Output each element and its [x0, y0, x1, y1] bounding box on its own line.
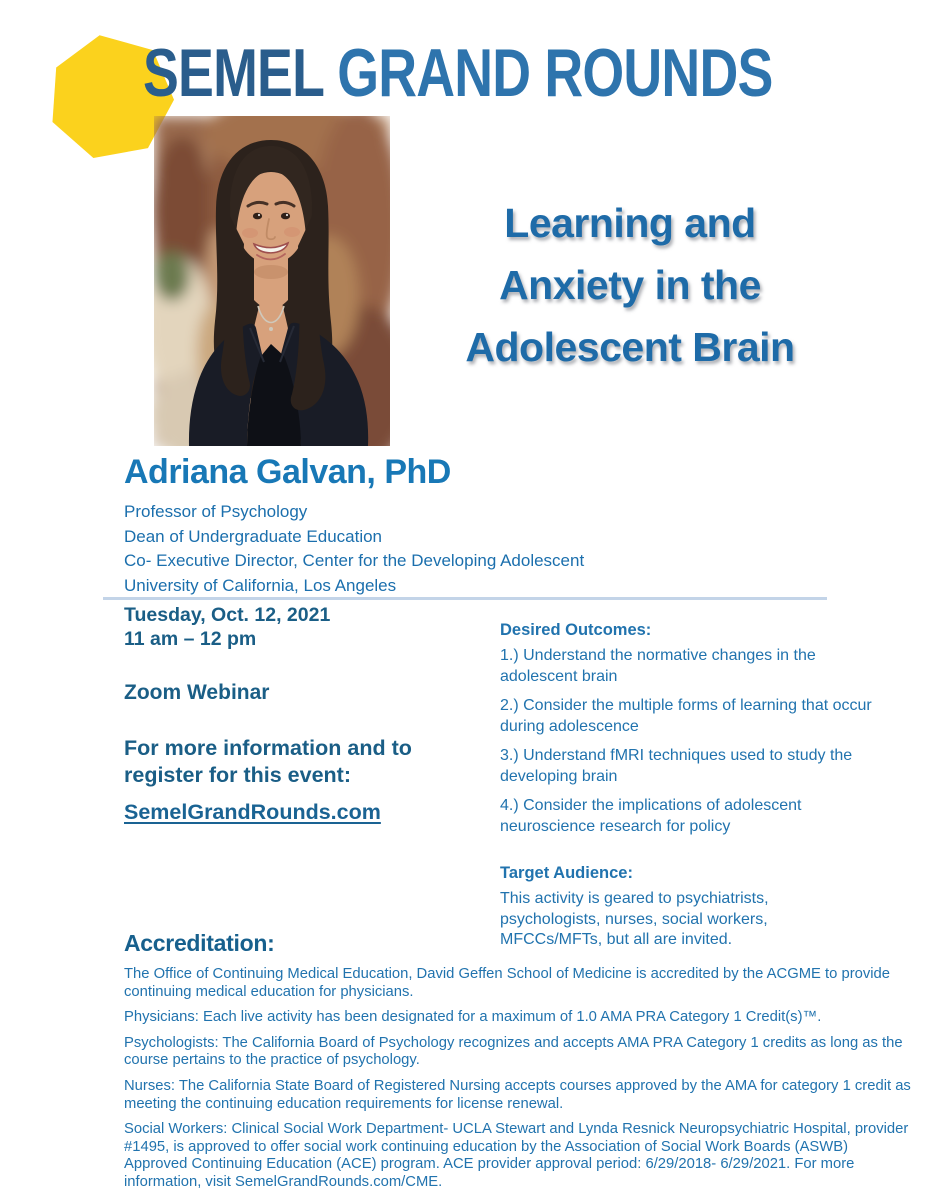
speaker-photo	[154, 116, 390, 446]
outcome-item: 4.) Consider the implications of adolescent neuroscience research for policy	[500, 797, 802, 835]
accreditation-heading: Accreditation:	[124, 930, 275, 956]
event-format: Zoom Webinar	[124, 681, 270, 704]
register-link[interactable]: SemelGrandRounds.com	[124, 800, 381, 824]
accreditation-paragraph: Nurses: The California State Board of Registered Nursing accepts courses approved by the AMA for category 1 credit as meeting the continuing education requirements for license renewal.	[124, 1077, 911, 1112]
event-title-line: Adolescent Brain	[465, 324, 795, 370]
audience-text: This activity is geared to psychiatrists, psychologists, nurses, social workers, MFCCs/MFTs, but all are invited.	[500, 890, 769, 948]
page-title-semel: SEMEL	[143, 35, 324, 111]
event-details-column	[124, 603, 469, 825]
outcome-item: 3.) Understand fMRI techniques used to study the developing brain	[500, 747, 853, 785]
event-time: 11 am – 12 pm	[124, 628, 257, 650]
speaker-credentials	[124, 500, 584, 598]
section-divider	[103, 597, 827, 600]
outcome-item: 1.) Understand the normative changes in the adolescent brain	[500, 647, 816, 685]
event-title	[400, 192, 860, 378]
outcome-item: 2.) Consider the multiple forms of learning that occur during adolescence	[500, 697, 872, 735]
audience-heading: Target Audience:	[500, 864, 633, 882]
page-title-grand-rounds: GRAND ROUNDS	[323, 35, 773, 111]
accreditation-paragraph: Psychologists: The California Board of Psychology recognizes and accepts AMA PRA Category 1 credits as long as the course pertains to the practice of psychology.	[124, 1034, 903, 1069]
accreditation-paragraph: Social Workers: Clinical Social Work Department- UCLA Stewart and Lynda Resnick Neuropsychiatric Hospital, provider #1495, is approved to offer social work continuing education by the Association of Social Work Boards (ASWB) Approved Continuing Education (ACE) program. ACE provider approval period: 6/29/2018- 6/29/2021. For more information, visit SemelGrandRounds.com/CME.	[124, 1121, 909, 1190]
accreditation-paragraph: The Office of Continuing Medical Education, David Geffen School of Medicine is accredited by the ACGME to provide continuing medical education for physicians.	[124, 966, 891, 1000]
accreditation-paragraph: Physicians: Each live activity has been designated for a maximum of 1.0 AMA PRA Category 1 Credit(s)™.	[124, 1009, 822, 1026]
event-title-line: Learning and	[504, 200, 756, 246]
speaker-credential: Dean of Undergraduate Education	[124, 526, 383, 546]
speaker-name: Adriana Galvan, PhD	[124, 453, 451, 491]
page-title	[143, 36, 772, 110]
event-title-line: Anxiety in the	[499, 262, 761, 308]
speaker-credential: Co- Executive Director, Center for the Developing Adolescent	[124, 551, 585, 570]
accreditation-section	[124, 930, 914, 1200]
outcomes-heading: Desired Outcomes:	[500, 621, 652, 639]
speaker-credential: Professor of Psychology	[124, 502, 308, 521]
speaker-credential: University of California, Los Angeles	[124, 575, 397, 595]
register-prompt: For more information and to register for this event:	[124, 736, 412, 787]
event-date: Tuesday, Oct. 12, 2021	[124, 604, 331, 626]
outcomes-audience-column	[500, 620, 895, 951]
